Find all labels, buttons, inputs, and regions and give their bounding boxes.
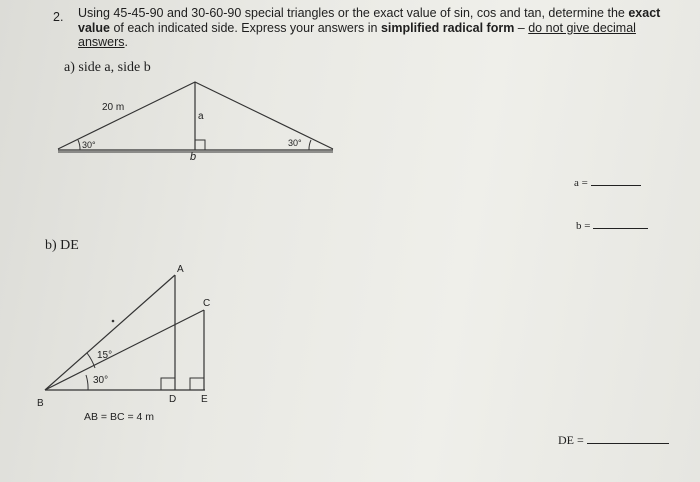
angle-30-label: 30°: [93, 375, 109, 386]
label-E: E: [201, 394, 208, 405]
answer-de-blank[interactable]: [587, 434, 669, 444]
segment-ba: [45, 275, 175, 390]
right-angle-mark-e: [190, 378, 204, 390]
label-B: B: [37, 398, 44, 409]
answer-b-label: b =: [576, 220, 591, 232]
angle-15-label: 15°: [97, 350, 113, 361]
label-a: a: [198, 111, 204, 122]
question-bold-radical: simplified radical form: [380, 20, 515, 35]
question-end: .: [124, 35, 129, 49]
angle-right-label: 30°: [288, 138, 302, 148]
answer-b-line: [576, 219, 648, 232]
answer-de-label: DE =: [558, 433, 584, 447]
angle-arc-left-a: [78, 140, 80, 150]
angle-arc-right-a: [309, 140, 311, 150]
answer-a-line: [574, 176, 641, 189]
angle-left-label: 30°: [82, 140, 96, 150]
answer-a-label: a =: [574, 177, 588, 189]
question-dash: –: [514, 20, 529, 35]
label-D: D: [169, 394, 177, 405]
answer-b-blank[interactable]: [593, 219, 648, 229]
label-b: b: [190, 151, 197, 163]
hyp-label: 20 m: [102, 102, 125, 113]
right-angle-mark-a: [195, 140, 205, 150]
stray-dot: [112, 320, 115, 323]
question-mid: of each indicated side. Express your answers in: [109, 20, 381, 35]
answer-a-blank[interactable]: [591, 176, 641, 186]
angle-arc-30: [86, 375, 88, 390]
given-lengths: AB = BC = 4 m: [84, 411, 155, 423]
right-angle-mark-d: [161, 378, 175, 390]
label-A: A: [177, 264, 184, 275]
segment-bc: [45, 310, 204, 390]
question-intro: Using 45-45-90 and 30-60-90 special triangles or the exact value of sin, cos and tan, determine the: [78, 6, 629, 20]
question-bold-exact: exact value: [78, 6, 661, 35]
answer-de-line: [558, 433, 669, 448]
part-b-heading: b) DE: [45, 238, 79, 253]
part-a-heading: a) side a, side b: [64, 60, 151, 75]
label-C: C: [203, 298, 211, 309]
question-underlined: do not give decimal answers: [78, 20, 636, 49]
angle-arc-15: [87, 353, 95, 368]
question-number: 2.: [53, 10, 64, 24]
